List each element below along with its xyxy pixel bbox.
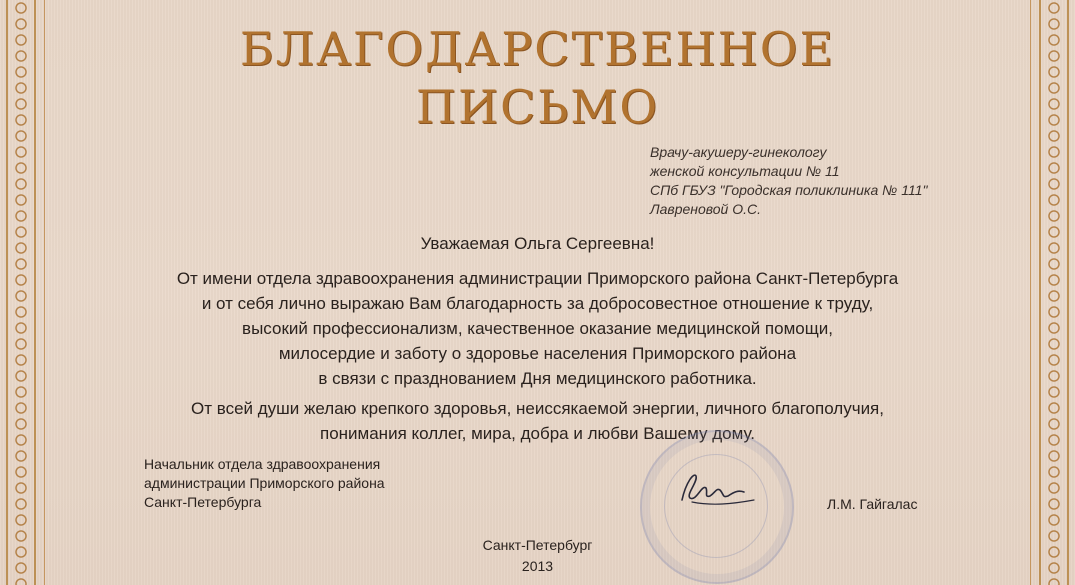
signatory-position-line: Санкт-Петербурга	[144, 494, 262, 510]
addressee-line: СПб ГБУЗ "Городская поликлиника № 111"	[650, 182, 928, 198]
wishes-line: понимания коллег, мира, добра и любви Вашему дому.	[320, 424, 755, 443]
signatory-name: Л.М. Гайгалас	[827, 496, 918, 512]
addressee-line: Лавреновой О.С.	[650, 201, 761, 217]
greeting: Уважаемая Ольга Сергеевна!	[420, 234, 655, 253]
body-line: милосердие и заботу о здоровье населения Приморского района	[278, 344, 797, 363]
footer-year: 2013	[521, 558, 554, 574]
document-title-line-2: ПИСЬМО	[415, 80, 660, 134]
footer-city: Санкт-Петербург	[482, 537, 593, 553]
addressee-line: Врачу-акушеру-гинекологу	[650, 144, 827, 160]
signatory-position-line: администрации Приморского района	[144, 475, 385, 491]
wishes-paragraph	[60, 396, 1015, 446]
signatory-position	[144, 455, 385, 512]
addressee-block	[650, 143, 927, 219]
document-title-line-1: БЛАГОДАРСТВЕННОЕ	[239, 22, 836, 76]
handwritten-signature	[672, 462, 762, 512]
body-line: высокий профессионализм, качественное оказание медицинской помощи,	[242, 319, 833, 338]
letter-body	[60, 266, 1015, 391]
signatory-position-line: Начальник отдела здравоохранения	[144, 456, 381, 472]
body-line: От имени отдела здравоохранения администрации Приморского района Санкт-Петербурга	[176, 269, 899, 288]
addressee-line: женской консультации № 11	[650, 163, 840, 179]
body-line: и от себя лично выражаю Вам благодарность за добросовестное отношение к труду,	[201, 294, 874, 313]
body-line: в связи с празднованием Дня медицинского работника.	[318, 369, 757, 388]
wishes-line: От всей души желаю крепкого здоровья, неиссякаемой энергии, личного благополучия,	[191, 399, 884, 418]
